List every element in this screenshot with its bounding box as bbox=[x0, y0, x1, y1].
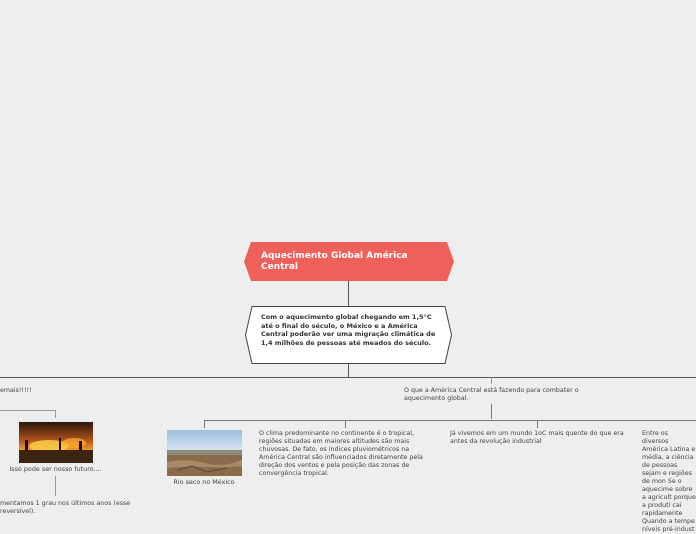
warm-world-text[interactable]: Já vivemos em um mundo 1oC mais quente do que era antes da revolução industrial bbox=[450, 430, 624, 445]
edge-text[interactable]: Entre os diversos América Latina e média, a ciência de pessoas sejam e regiões de mon Se o aquecime sobre a agricult porque a produti cai rapidamente Quando a tempe níveis pré-indust bbox=[642, 430, 696, 533]
second-node-text[interactable]: Com o aquecimento global chegando em 1,5°C até o final do século, o México e a América Central poderão ver uma migração climática de 1,4 milhões de pessoas até meados do século. bbox=[261, 313, 436, 347]
left-note-text[interactable]: mentamos 1 grau nos últimos anos (esse reversível). bbox=[0, 500, 131, 515]
dry-river-image bbox=[167, 430, 242, 476]
root-node-title[interactable]: Aquecimento Global América Central bbox=[261, 251, 408, 272]
left-branch-label[interactable]: emais!!!!! bbox=[0, 387, 32, 394]
fire-image bbox=[19, 422, 93, 463]
right-image-caption[interactable]: Rio seco no México bbox=[173, 478, 235, 486]
left-image-caption[interactable]: Isso pode ser nosso futuro.... bbox=[9, 465, 102, 473]
right-branch-label[interactable]: O que a América Central está fazendo para combater o aquecimento global. bbox=[404, 387, 579, 402]
climate-text[interactable]: O clima predominante no continente é o tropical, regiões situadas em maiores altitudes são mais chuvosas. De fato, os índices pluviométricos na América Central são influenciados diretamente pela direção dos ventos e pela posição das zonas de convergência tropical. bbox=[259, 430, 423, 477]
